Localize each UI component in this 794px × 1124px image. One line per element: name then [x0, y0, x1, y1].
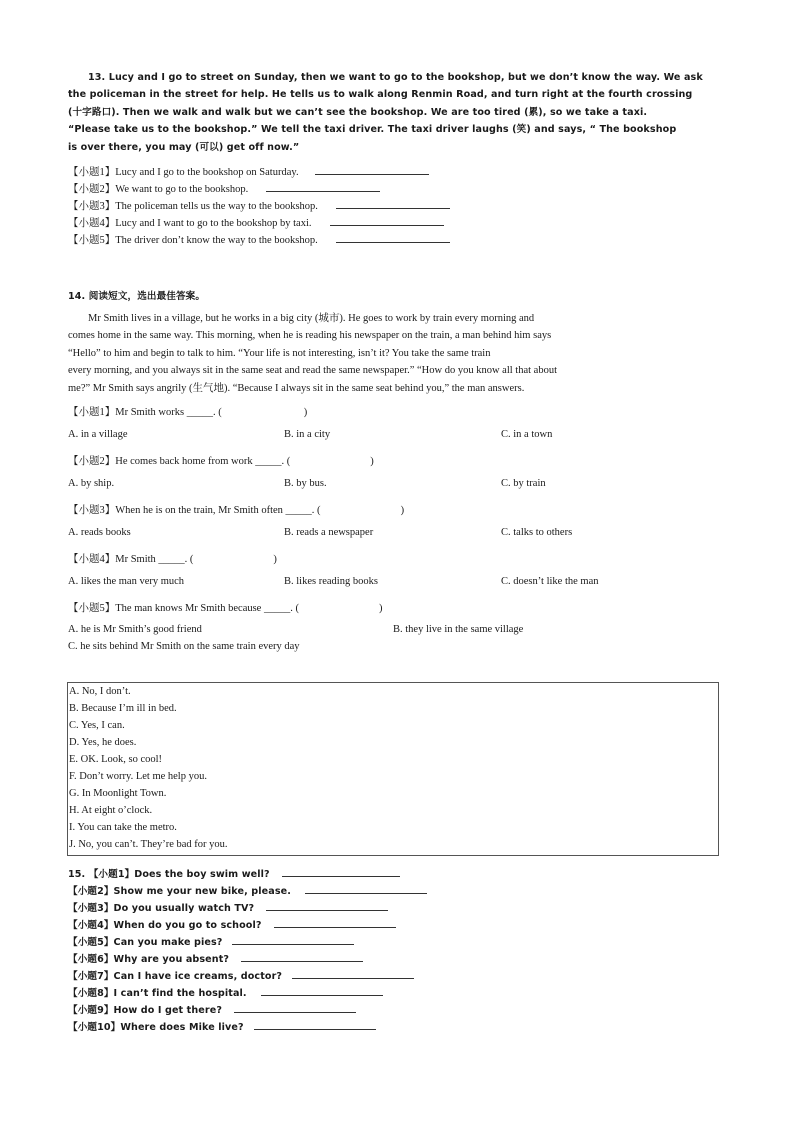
q15-item-10: 【小题10】Where does Mike live? — [68, 1019, 376, 1033]
q15-item-9: 【小题9】How do I get there? — [68, 1002, 356, 1016]
box-option-f: F. Don’t worry. Let me help you. — [69, 771, 207, 782]
q14-question-3: 【小题3】When he is on the train, Mr Smith often _____. ( ) — [68, 505, 405, 516]
option-c[interactable]: C. he sits behind Mr Smith on the same train every day — [68, 641, 300, 652]
answer-blank[interactable] — [336, 232, 450, 243]
answer-blank[interactable] — [234, 1002, 356, 1013]
q14-line: “Hello” to him and begin to talk to him. “Your life is not interesting, isn’t it? You take the same train — [68, 347, 491, 359]
answer-blank[interactable] — [261, 985, 383, 996]
q13-line: the policeman in the street for help. He tells us to walk along Renmin Road, and turn right at the fourth crossing — [68, 89, 693, 101]
answer-blank[interactable] — [315, 164, 429, 175]
answer-blank[interactable] — [282, 866, 400, 877]
option-a[interactable]: A. by ship. — [68, 478, 115, 489]
box-option-j: J. No, you can’t. They’re bad for you. — [69, 839, 228, 850]
option-b[interactable]: B. in a city — [284, 429, 331, 440]
q15-item-5: 【小题5】Can you make pies? — [68, 934, 354, 948]
box-option-h: H. At eight o’clock. — [69, 805, 153, 816]
box-option-c: C. Yes, I can. — [69, 720, 125, 731]
q15-item-3: 【小题3】Do you usually watch TV? — [68, 900, 388, 914]
q14-line: Mr Smith lives in a village, but he works in a big city (城市). He goes to work by train every morning and — [88, 313, 535, 324]
answer-blank[interactable] — [330, 215, 444, 226]
q14-line: every morning, and you always sit in the same seat and read the same newspaper.” “How do you know all that about — [68, 365, 557, 377]
q13-item-4: 【小题4】Lucy and I want to go to the bookshop by taxi. — [68, 215, 444, 230]
q15-item-4: 【小题4】When do you go to school? — [68, 917, 396, 931]
answer-blank[interactable] — [232, 934, 354, 945]
box-option-b: B. Because I’m ill in bed. — [69, 703, 177, 714]
answer-blank[interactable] — [266, 900, 388, 911]
option-c[interactable]: C. doesn’t like the man — [501, 576, 599, 587]
option-c[interactable]: C. talks to others — [501, 527, 573, 538]
q13-line: “Please take us to the bookshop.” We tell the taxi driver. The taxi driver laughs (笑) and says, “ The bookshop — [68, 124, 677, 136]
option-b[interactable]: B. they live in the same village — [393, 624, 524, 635]
answer-blank[interactable] — [336, 198, 450, 209]
q15-item-2: 【小题2】Show me your new bike, please. — [68, 883, 427, 897]
option-a[interactable]: A. reads books — [68, 527, 131, 538]
q13-passage — [68, 69, 723, 156]
option-a[interactable]: A. he is Mr Smith’s good friend — [68, 624, 202, 635]
option-c[interactable]: C. in a town — [501, 429, 553, 440]
q14-line: me?” Mr Smith says angrily (生气地). “Because I always sit in the same seat behind you,” the man answers. — [68, 382, 525, 394]
q13-item-5: 【小题5】The driver don’t know the way to the bookshop. — [68, 232, 450, 247]
q14-passage — [68, 310, 723, 397]
q14-options-4 — [68, 576, 728, 590]
q14-question-2: 【小题2】He comes back home from work _____. ( ) — [68, 456, 374, 467]
q15-item-1: 15. 【小题1】Does the boy swim well? — [68, 866, 400, 880]
box-option-i: I. You can take the metro. — [69, 822, 177, 833]
q14-question-4: 【小题4】Mr Smith _____. ( ) — [68, 554, 277, 565]
answer-blank[interactable] — [292, 968, 414, 979]
q14-options-5 — [68, 624, 728, 638]
q15-item-8: 【小题8】I can’t find the hospital. — [68, 985, 383, 999]
q13-item-3: 【小题3】The policeman tells us the way to the bookshop. — [68, 198, 450, 213]
q14-line: comes home in the same way. This morning, when he is reading his newspaper on the train, a man behind him says — [68, 330, 552, 342]
q14-question-1: 【小题1】Mr Smith works _____. ( ) — [68, 407, 308, 418]
answer-options-box — [67, 682, 719, 856]
q15-item-6: 【小题6】Why are you absent? — [68, 951, 363, 965]
box-option-e: E. OK. Look, so cool! — [69, 754, 163, 765]
box-option-a: A. No, I don’t. — [69, 686, 131, 697]
q13-item-2: 【小题2】We want to go to the bookshop. — [68, 181, 380, 196]
q14-options-1 — [68, 429, 728, 443]
answer-blank[interactable] — [305, 883, 427, 894]
q13-line: 13. Lucy and I go to street on Sunday, then we want to go to the bookshop, but we don’t know the way. We ask — [88, 72, 703, 83]
option-b[interactable]: B. reads a newspaper — [284, 527, 374, 538]
answer-blank[interactable] — [266, 181, 380, 192]
option-a[interactable]: A. likes the man very much — [68, 576, 185, 587]
answer-blank[interactable] — [274, 917, 396, 928]
box-option-g: G. In Moonlight Town. — [69, 788, 167, 799]
q14-options-3 — [68, 527, 728, 541]
box-option-d: D. Yes, he does. — [69, 737, 137, 748]
q13-line: (十字路口). Then we walk and walk but we can’t see the bookshop. We are too tired (累), so we take a taxi. — [68, 106, 648, 118]
option-a[interactable]: A. in a village — [68, 429, 128, 440]
q14-heading: 14. 阅读短文，选出最佳答案。 — [68, 291, 206, 302]
option-b[interactable]: B. likes reading books — [284, 576, 378, 587]
q13-line: is over there, you may (可以) get off now.” — [68, 141, 300, 153]
option-b[interactable]: B. by bus. — [284, 478, 327, 489]
q15-item-7: 【小题7】Can I have ice creams, doctor? — [68, 968, 414, 982]
q13-item-1: 【小题1】Lucy and I go to the bookshop on Saturday. — [68, 164, 429, 179]
answer-blank[interactable] — [241, 951, 363, 962]
q14-question-5: 【小题5】The man knows Mr Smith because _____. ( ) — [68, 603, 383, 614]
option-c[interactable]: C. by train — [501, 478, 546, 489]
answer-blank[interactable] — [254, 1019, 376, 1030]
q14-options-2 — [68, 478, 728, 492]
